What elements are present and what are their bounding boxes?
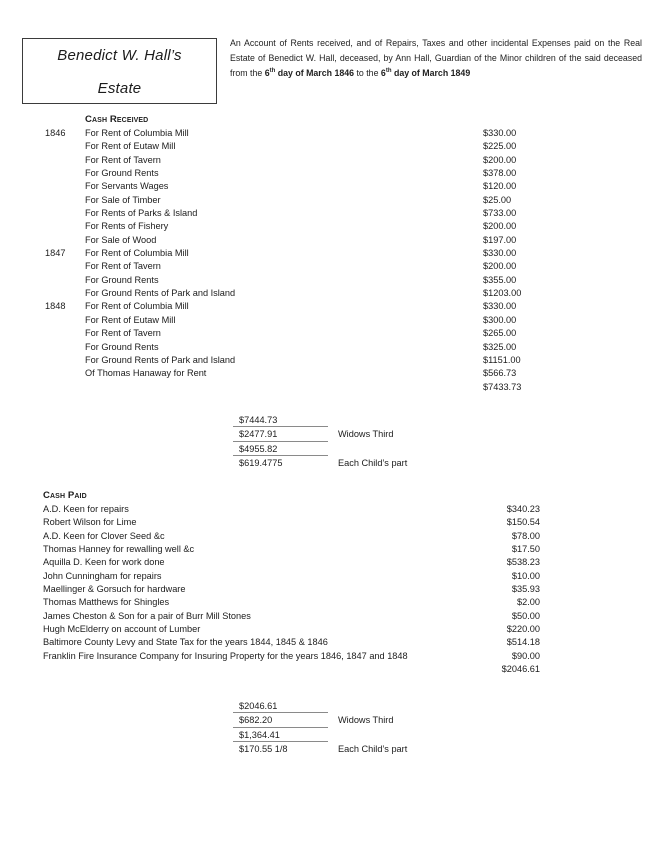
cash-received-heading: Cash Received [85,114,149,125]
cash-received-row-label: For Rent of Columbia Mill [85,301,189,312]
bold-date-range-start: 6th day of March 1846 [264,68,355,79]
cash-received-row-year: 1848 [45,301,66,312]
cash-received-row-year: 1847 [45,248,66,259]
division-row [233,742,407,756]
cash-paid-row-label: John Cunningham for repairs [43,570,162,581]
cash-received-row-amount: $330.00 [483,128,517,138]
cash-paid-table [43,503,540,676]
division-row [233,699,407,713]
division-row-label: Widows Third [338,715,394,726]
cash-received-row-year [45,180,85,193]
cash-received-row-label: For Rent of Tavern [85,328,161,339]
cash-received-row [45,127,540,140]
cash-received-row [45,220,540,233]
cash-received-row [45,247,540,260]
cash-received-row [45,167,540,180]
cash-paid-row-amount: $78.00 [511,530,540,541]
cash-received-row [45,207,540,220]
cash-received-row-year [45,154,85,167]
cash-received-row-amount: $330.00 [483,248,517,259]
cash-received-row-label: For Rent of Eutaw Mill [85,314,176,325]
cash-received-row-year [45,341,85,354]
cash-paid-row-amount: $17.50 [511,544,540,555]
cash-paid-row-amount: $340.23 [506,504,540,514]
cash-received-row-label: For Servants Wages [85,181,169,192]
cash-received-row-label: For Ground Rents of Park and Island [85,288,236,299]
cash-received-row-amount: $566.73 [483,368,517,379]
received-division-block [233,413,407,471]
cash-received-row-amount: $120.00 [483,181,517,192]
cash-paid-row-label: Hugh McElderry on account of Lumber [43,624,201,635]
cash-received-row-amount: $300.00 [483,314,517,325]
cash-received-row-label: For Rent of Columbia Mill [85,128,189,138]
cash-received-row-amount: $25.00 [483,194,512,205]
cash-received-row-year [45,220,85,233]
cash-received-row-label: For Rent of Tavern [85,261,161,272]
cash-received-row [45,180,540,193]
cash-paid-row [43,663,540,676]
cash-received-row-label: For Rent of Columbia Mill [85,248,189,259]
cash-paid-row-label: A.D. Keen for Clover Seed &c [43,530,165,541]
cash-paid-row-amount: $35.93 [511,584,540,595]
cash-paid-row [43,596,540,609]
cash-received-row [45,260,540,273]
cash-paid-row-amount: $2.00 [517,597,540,608]
cash-received-row-label: For Ground Rents [85,274,159,285]
cash-received-row-year [45,234,85,247]
cash-paid-heading: Cash Paid [43,490,87,501]
division-row-value: $2046.61 [233,699,328,713]
cash-paid-row-label: Thomas Matthews for Shingles [43,597,170,608]
cash-paid-row [43,556,540,569]
cash-paid-row-label [43,663,470,676]
cash-received-row-year [45,140,85,153]
cash-received-row-label: For Ground Rents [85,341,159,352]
cash-received-row-amount: $197.00 [483,234,517,245]
cash-paid-row [43,516,540,529]
cash-received-row-label: For Ground Rents of Park and Island [85,354,236,365]
cash-paid-row [43,583,540,596]
cash-received-row [45,154,540,167]
cash-received-row-label: For Sale of Wood [85,234,157,245]
cash-received-row-amount: $200.00 [483,261,517,272]
division-row-label: Each Child’s part [338,458,408,469]
cash-received-row [45,274,540,287]
cash-paid-row-amount: $514.18 [506,637,540,648]
cash-received-row-year [45,287,85,300]
cash-received-row-amount: $1151.00 [483,354,521,365]
cash-received-row-year [45,274,85,287]
cash-paid-row [43,610,540,623]
cash-received-row-label: For Sale of Timber [85,194,161,205]
cash-received-row-label: For Ground Rents [85,168,159,179]
cash-received-row [45,367,540,380]
division-row-label: Each Child’s part [338,744,408,755]
division-row-value: $682.20 [233,713,328,727]
cash-received-row-amount: $200.00 [483,154,517,165]
cash-received-row-label: For Rents of Fishery [85,221,169,232]
cash-paid-row [43,636,540,649]
account-description [230,36,642,82]
division-row [233,456,407,470]
division-row-value: $1,364.41 [233,728,328,742]
paid-division-block [233,699,407,757]
cash-paid-row-amount: $50.00 [511,610,540,621]
cash-received-row-year [45,194,85,207]
cash-paid-row-amount: $150.54 [506,517,540,528]
cash-received-row [45,300,540,313]
bold-date-range-end: 6th day of March 1849 [380,68,471,79]
account-description-mid: to the [354,68,381,79]
cash-paid-row-label: James Cheston & Son for a pair of Burr Mill Stones [43,610,251,621]
cash-paid-row-label: Thomas Hanney for rewalling well &c [43,544,195,555]
cash-paid-row-amount: $220.00 [506,624,540,635]
estate-title-line2: Estate [97,80,142,97]
cash-paid-row [43,530,540,543]
cash-received-row-label: For Rents of Parks & Island [85,208,198,219]
division-row-value: $619.4775 [239,458,283,469]
cash-received-row-amount: $355.00 [483,274,517,285]
cash-received-row [45,341,540,354]
division-row-value: $170.55 1/8 [239,744,288,755]
cash-received-row [45,354,540,367]
cash-received-row-year [45,354,85,367]
cash-paid-row-amount: $10.00 [511,570,540,581]
cash-received-row-amount: $1203.00 [483,288,522,299]
cash-paid-row [43,623,540,636]
cash-paid-row-amount: $90.00 [511,650,540,661]
cash-received-row-amount: $7433.73 [483,381,522,392]
cash-paid-row [43,543,540,556]
cash-received-row [45,234,540,247]
cash-paid-row-label: A.D. Keen for repairs [43,504,129,514]
cash-received-row-label: For Rent of Eutaw Mill [85,141,176,152]
cash-received-row-year [45,207,85,220]
cash-received-row [45,314,540,327]
cash-received-row-year [45,260,85,273]
cash-received-row [45,194,540,207]
cash-paid-row [43,570,540,583]
cash-received-row-amount: $733.00 [483,208,517,219]
cash-paid-row-amount: $2046.61 [501,664,540,675]
division-row [233,427,407,441]
division-row [233,442,407,456]
division-row [233,713,407,727]
cash-received-row-year [45,314,85,327]
account-description-intro: An Account of Rents received, and of Repairs, Taxes and other incidental Expenses paid on the Real Estate of Benedict W. Hall, deceased, by Ann Hall, Guardian of the Minor children of the said deceased from the [230,38,642,79]
cash-received-row [45,287,540,300]
cash-received-row-label [85,381,483,394]
division-row-value: $2477.91 [233,427,328,441]
cash-paid-row-label: Maellinger & Gorsuch for hardware [43,584,186,595]
cash-received-row-amount: $225.00 [483,141,517,152]
division-row-value: $7444.73 [233,413,328,427]
division-row [233,728,407,742]
cash-received-row-year [45,381,85,394]
cash-paid-row-label: Aquilla D. Keen for work done [43,557,165,568]
cash-received-row-year [45,367,85,380]
cash-received-row-label: For Rent of Tavern [85,154,161,165]
division-row-value: $4955.82 [233,442,328,456]
division-row [233,413,407,427]
cash-received-row [45,327,540,340]
superscript-th-2: th [385,68,392,75]
cash-paid-row [43,650,540,663]
cash-received-row-label: Of Thomas Hanaway for Rent [85,368,207,379]
cash-received-table [45,127,540,394]
cash-received-row [45,381,540,394]
cash-paid-row [43,503,540,516]
superscript-th-1: th [269,68,276,75]
cash-received-row-amount: $378.00 [483,168,517,179]
cash-received-row-amount: $330.00 [483,301,517,312]
cash-received-row-amount: $200.00 [483,221,517,232]
cash-received-row-year [45,167,85,180]
cash-received-row-amount: $325.00 [483,341,517,352]
cash-paid-row-label: Baltimore County Levy and State Tax for the years 1844, 1845 & 1846 [43,637,328,648]
cash-received-row-year: 1846 [45,128,66,138]
cash-paid-row-label: Franklin Fire Insurance Company for Insuring Property for the years 1846, 1847 and 1848 [43,650,408,661]
cash-received-row-year [45,327,85,340]
cash-received-row-amount: $265.00 [483,328,517,339]
cash-paid-row-label: Robert Wilson for Lime [43,517,137,528]
division-row-label: Widows Third [338,429,394,440]
cash-received-row [45,140,540,153]
cash-paid-row-amount: $538.23 [506,557,540,568]
estate-title-line1: Benedict W. Hall’s [57,47,182,64]
estate-title-box [22,38,217,104]
